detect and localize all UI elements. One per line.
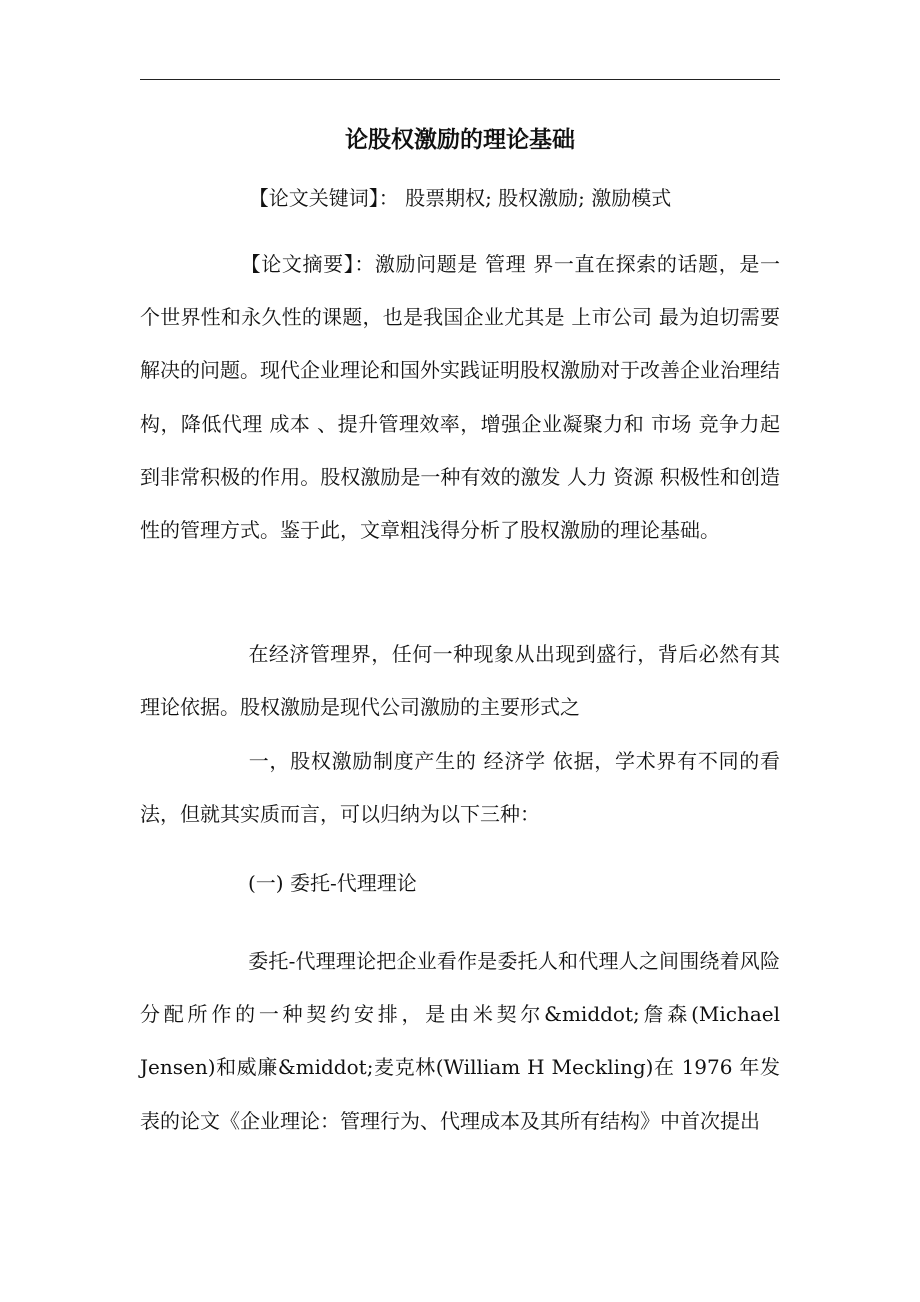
page-title: 论股权激励的理论基础 — [345, 127, 575, 153]
section-heading-text: (一) 委托-代理理论 — [248, 871, 417, 895]
first-text: 一，股权激励制度产生的 经济学 依据，学术界有不同的看法，但就其实质而言，可以归纳为以下三种： — [140, 749, 780, 827]
abstract-paragraph — [140, 238, 780, 557]
first-paragraph — [140, 735, 780, 841]
intro-paragraph — [140, 628, 780, 734]
header-rule — [140, 79, 780, 80]
section-heading — [140, 869, 780, 897]
abstract-text: 【论文摘要】：激励问题是 管理 界一直在探索的话题，是一个世界性和永久性的课题，也是我国企业尤其是 上市公司 最为迫切需要解决的问题。现代企业理论和国外实践证明股权激励对于改善企业治理结构，降低代理 成本 、提升管理效率，增强企业凝聚力和 市场 竞争力起到非常积极的作用。股权激励是一种有效的激发 人力 资源 积极性和创造性的管理方式。鉴于此，文章粗浅得分析了股权激励的理论基础。 — [140, 252, 780, 543]
keywords-line: 【论文关键词】： 股票期权; 股权激励; 激励模式 — [248, 186, 672, 210]
theory-paragraph — [140, 935, 780, 1148]
theory-text: 委托-代理理论把企业看作是委托人和代理人之间围绕着风险分配所作的一种契约安排，是由米契尔&middot;詹森(Michael Jensen)和威廉&middot;麦克林(William H Meckling)在 1976 年发表的论文《企业理论：管理行为、代理成本及其所有结构》中首次提出 — [140, 949, 780, 1133]
intro-text: 在经济管理界，任何一种现象从出现到盛行，背后必然有其理论依据。股权激励是现代公司激励的主要形式之 — [140, 642, 780, 720]
